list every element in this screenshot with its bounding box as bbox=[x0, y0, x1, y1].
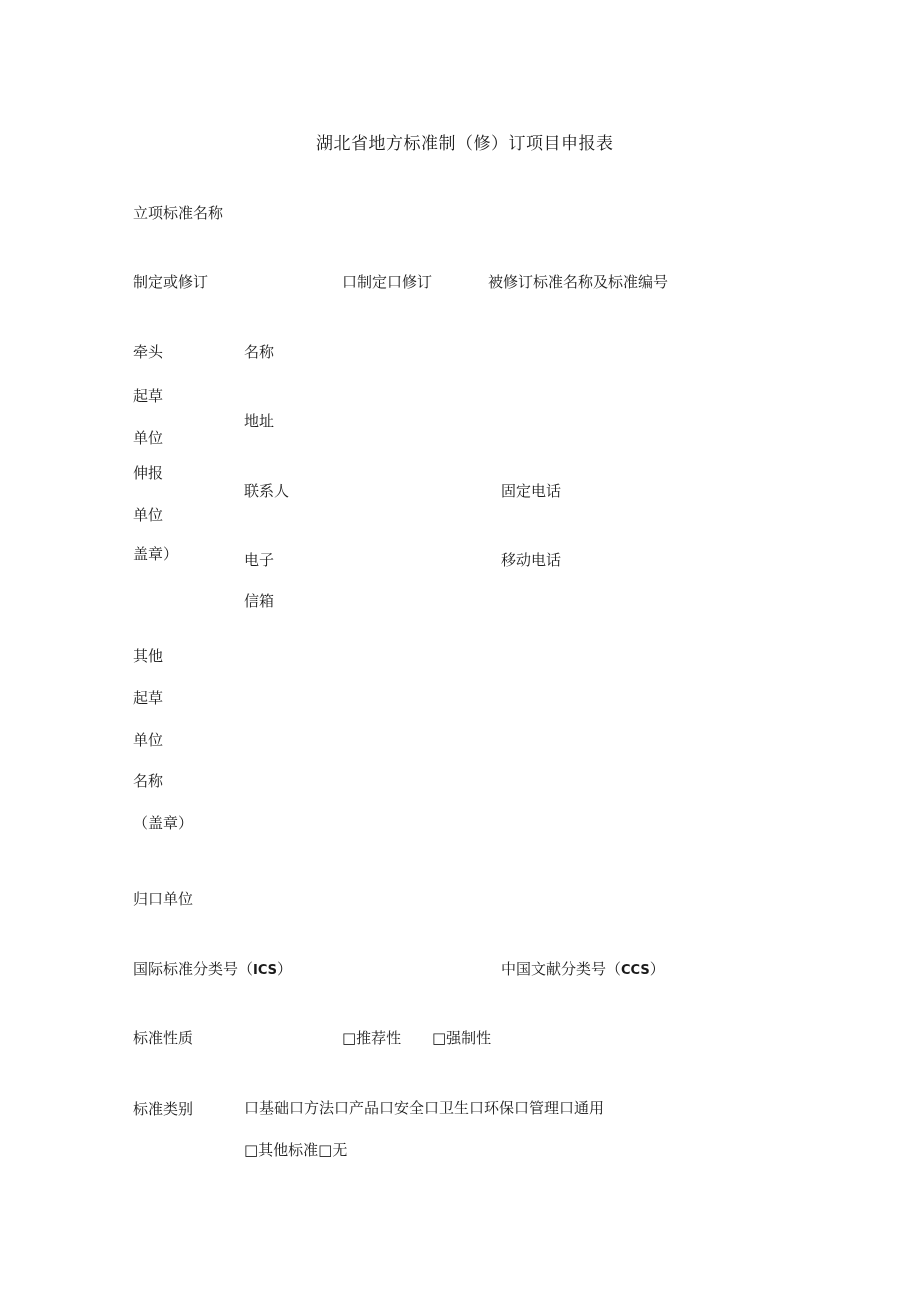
page-title: 湖北省地方标准制（修）订项目申报表 bbox=[316, 134, 614, 154]
nature-label: 标准性质 bbox=[133, 1029, 194, 1047]
lead-unit-label-line: 起草 bbox=[133, 387, 164, 405]
mobile-label: 移动电话 bbox=[501, 551, 562, 569]
mandatory-checkbox[interactable]: □强制性 bbox=[432, 1029, 492, 1047]
contact-label: 联系人 bbox=[244, 482, 290, 500]
ccs-label-text: 中国文献分类号（ bbox=[501, 960, 622, 978]
revision-options[interactable]: 口制定口修订 bbox=[342, 273, 433, 291]
ccs-close: ） bbox=[649, 960, 665, 978]
other-units-label-line: 单位 bbox=[133, 731, 164, 749]
revision-label: 制定或修订 bbox=[133, 273, 209, 291]
ics-code: ICS bbox=[253, 963, 277, 978]
lead-unit-label-line: 单位 bbox=[133, 429, 164, 447]
ics-label-text: 国际标准分类号（ bbox=[133, 960, 254, 978]
ics-close: ） bbox=[277, 960, 293, 978]
project-name-label: 立项标准名称 bbox=[133, 204, 224, 222]
lead-unit-label-line: 伸报 bbox=[133, 464, 164, 482]
email-label-line: 电子 bbox=[244, 551, 275, 569]
recommended-checkbox[interactable]: □推荐性 bbox=[342, 1029, 402, 1047]
landline-label: 固定电话 bbox=[501, 482, 562, 500]
other-units-label-line: （盖章） bbox=[133, 814, 194, 832]
ccs-code: CCS bbox=[621, 963, 650, 978]
address-label: 地址 bbox=[244, 412, 275, 430]
revised-standard-label: 被修订标准名称及标准编号 bbox=[488, 273, 669, 291]
category-label: 标准类别 bbox=[133, 1100, 194, 1118]
email-label-line: 信箱 bbox=[244, 592, 275, 610]
lead-unit-label-line: 单位 bbox=[133, 506, 164, 524]
unit-name-label: 名称 bbox=[244, 343, 275, 361]
other-units-label-line: 名称 bbox=[133, 772, 164, 790]
lead-unit-label-line: 盖章） bbox=[133, 545, 179, 563]
lead-unit-label-line: 牵头 bbox=[133, 343, 164, 361]
responsible-unit-label: 归口单位 bbox=[133, 890, 194, 908]
category-options-line1[interactable]: 口基础口方法口产品口安全口卫生口环保口管理口通用 bbox=[244, 1099, 605, 1117]
other-units-label-line: 起草 bbox=[133, 689, 164, 707]
other-units-label-line: 其他 bbox=[133, 647, 164, 665]
ccs-label bbox=[501, 959, 665, 981]
category-options-line2[interactable]: □其他标准□无 bbox=[244, 1141, 348, 1159]
ics-label bbox=[133, 959, 292, 981]
